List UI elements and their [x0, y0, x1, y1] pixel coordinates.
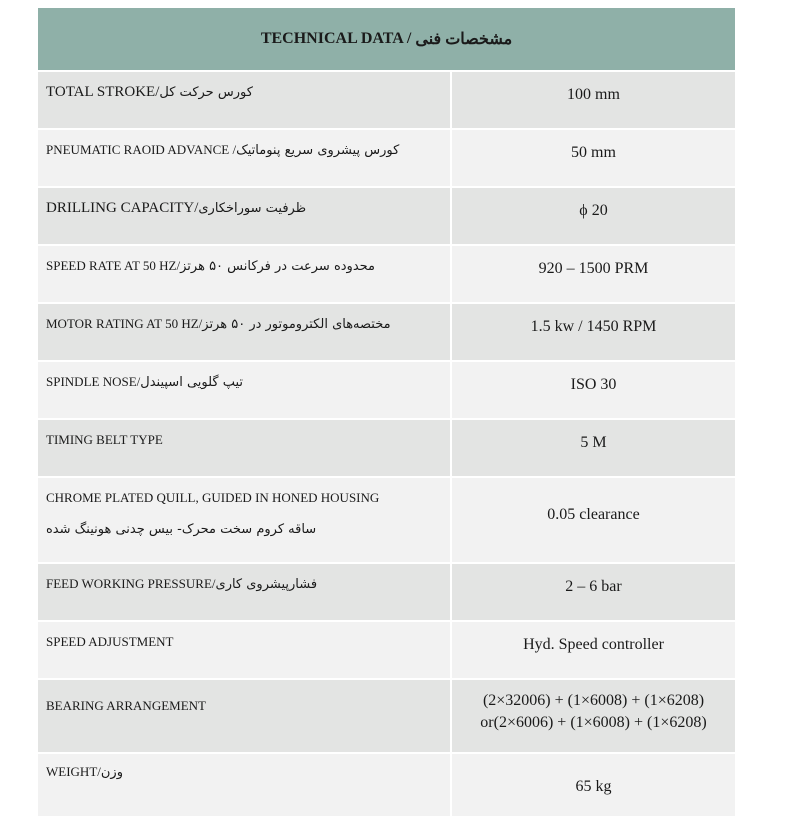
- row-label: [38, 680, 452, 752]
- row-value: 0.05 clearance: [547, 506, 640, 523]
- row-label-en: FEED WORKING PRESSURE/: [46, 576, 216, 591]
- row-label-en: SPINDLE NOSE/: [46, 374, 141, 389]
- row-label-en: TIMING BELT TYPE: [46, 432, 163, 447]
- table-row: [38, 418, 735, 476]
- table-row: [38, 128, 735, 186]
- row-label-en: SPEED RATE AT 50 HZ/: [46, 258, 181, 273]
- row-value: 100 mm: [567, 86, 620, 103]
- table-row: [38, 302, 735, 360]
- table-row: [38, 752, 735, 816]
- table-row: [38, 678, 735, 752]
- row-label: [38, 362, 452, 418]
- row-label: [38, 188, 452, 244]
- row-label-en: BEARING ARRANGEMENT: [46, 698, 206, 713]
- row-label-fa: فشارپیشروی کاری: [215, 577, 318, 592]
- row-value: ISO 30: [570, 376, 617, 393]
- row-label: [38, 420, 452, 476]
- row-label-fa: محدوده سرعت در فرکانس ۵۰ هرتز: [180, 259, 376, 274]
- row-label-en: CHROME PLATED QUILL, GUIDED IN HONED HOUSING: [46, 490, 380, 505]
- header-title-fa: مشخصات فنی: [415, 31, 513, 48]
- technical-data-table: [38, 8, 735, 800]
- table-row: [38, 244, 735, 302]
- row-label-en: WEIGHT/: [46, 764, 101, 779]
- row-label: [38, 304, 452, 360]
- row-label-en: PNEUMATIC RAOID ADVANCE /: [46, 142, 237, 157]
- row-label-en: MOTOR RATING AT 50 HZ/: [46, 316, 203, 331]
- row-value: Hyd. Speed controller: [523, 636, 664, 653]
- row-label: [38, 754, 452, 816]
- row-label-fa: کورس پیشروی سریع پنوماتیک: [236, 143, 400, 158]
- row-value: 2 – 6 bar: [565, 578, 622, 595]
- row-value: 50 mm: [571, 144, 616, 161]
- table-row: [38, 620, 735, 678]
- row-label-en: TOTAL STROKE/: [46, 84, 160, 100]
- row-value-line1: (2×32006) + (1×6008) + (1×6208): [482, 692, 705, 709]
- table-row: [38, 562, 735, 620]
- row-label-fa: تیپ گلویی اسپیندل: [140, 375, 244, 390]
- row-label: [38, 564, 452, 620]
- row-value-line2: or(2×6006) + (1×6008) + (1×6208): [480, 714, 707, 731]
- row-label-en: SPEED ADJUSTMENT: [46, 634, 174, 649]
- row-label-fa: کورس حرکت کل: [159, 85, 253, 100]
- header-title-en: TECHNICAL DATA /: [260, 30, 412, 47]
- row-value: [452, 680, 735, 752]
- row-value: 920 – 1500 PRM: [538, 260, 649, 277]
- table-header: [38, 8, 735, 70]
- row-label: [38, 478, 452, 562]
- row-label-fa: ظرفیت سوراخکاری: [198, 201, 307, 216]
- row-value: 1.5 kw / 1450 RPM: [530, 318, 657, 335]
- row-value: 65 kg: [575, 778, 612, 795]
- row-label: [38, 130, 452, 186]
- row-value: ϕ 20: [579, 202, 608, 219]
- row-label: [38, 622, 452, 678]
- row-label-fa: مختصه‌های الکتروموتور در ۵۰ هرتز: [202, 317, 391, 332]
- table-row: [38, 70, 735, 128]
- row-value: 5 M: [580, 434, 607, 451]
- row-label-fa: وزن: [100, 765, 123, 780]
- table-row: [38, 476, 735, 562]
- table-row: [38, 360, 735, 418]
- row-label: [38, 246, 452, 302]
- row-label-en: DRILLING CAPACITY/: [46, 200, 199, 216]
- table-row: [38, 186, 735, 244]
- row-label: [38, 72, 452, 128]
- row-label-fa: ساقه کروم سخت محرک- بیس چدنی هونینگ شده: [46, 522, 317, 537]
